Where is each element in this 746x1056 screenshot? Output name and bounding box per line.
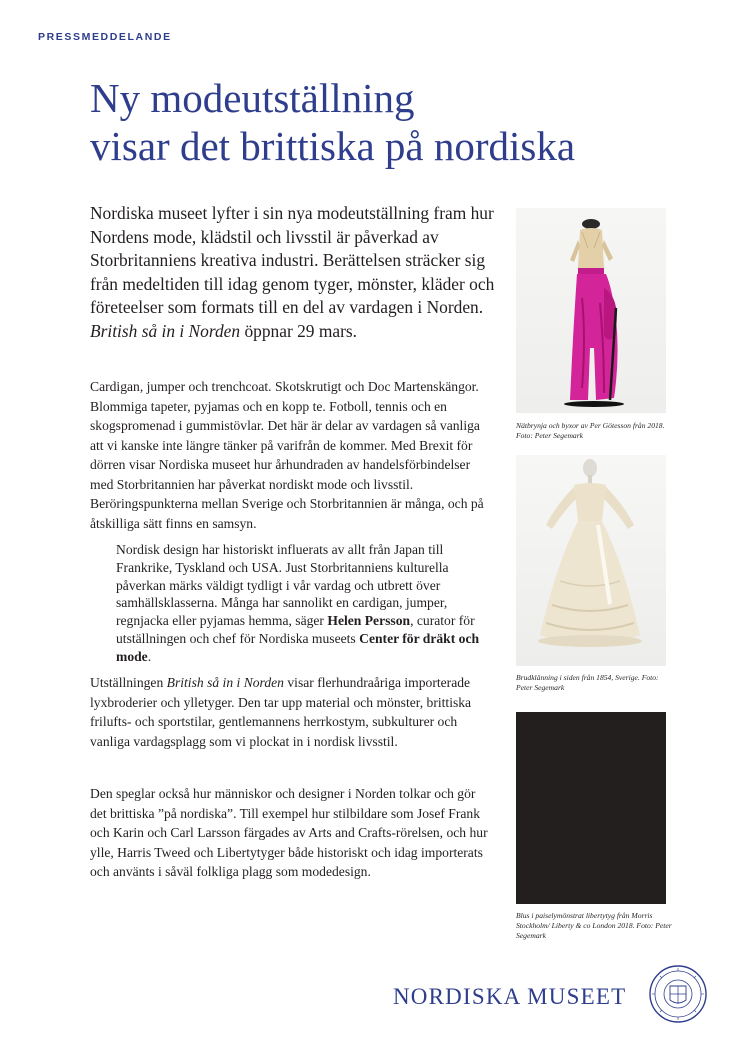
photo-wedding-dress (516, 455, 666, 666)
lead-text: Nordiska museet lyfter i sin nya modeutställning fram hur Nordens mode, klädstil och livsstil är påverkad av Storbritanniens kreativa industri. Berättelsen sträcker sig från medeltiden till idag genom tyger, mönster, kläder och företeelser som formats till en del av vardagen i Norden. (90, 203, 495, 317)
lead-opening: öppnar 29 mars. (240, 320, 357, 341)
body-paragraph-1: Cardigan, jumper och trenchcoat. Skotskrutigt och Doc Martenskängor. Blommiga tapeter, pyjamas och en kopp te. Fotboll, tennis och en skogspromenad i gummistövlar. Det här är delar av vardagen så vanliga att vi kanske inte längre tänker på varifrån de kommer. Med Brexit för dörren visar Nordiska museet hur århundraden av handelsförbindelser med Storbritannien har påverkat nordiskt mode och livsstil. Beröringspunkterna mellan Sverige och Storbritannien är många, och på åtskilliga sätt finns en samsyn. (90, 379, 484, 531)
kicker-label: PRESSMEDDELANDE (38, 31, 172, 43)
p2-before: Utställningen (90, 675, 167, 690)
p2-after: visar flerhundraåriga importerade lyxbroderier och ylletyger. Den tar upp material och mönster, brittiska frilufts- och sportstilar, gentlemannens herrkostym, subkulturer och vanliga vardagsplagg som vi plockat in i nordisk livsstil. (90, 675, 472, 749)
quote-department: Center för dräkt och mode (116, 630, 480, 664)
headline-line-2: visar det brittiska på nordiska (90, 123, 576, 169)
museum-seal-icon (648, 964, 708, 1024)
p2-exhibition-title: British så in i Norden (166, 675, 284, 690)
lead-exhibition-title: British så in i Norden (90, 320, 241, 341)
photo-liberty-blouse (516, 712, 666, 904)
caption-photo-3: Blus i paiselymönstrat libertytyg från Morris Stockholm/ Liberty & co London 2018. Foto: Peter Segemark (516, 911, 672, 941)
quote-role: , curator för utställningen och chef för Nordiska museets (116, 613, 475, 646)
quote-end: . (147, 648, 152, 664)
headline-line-1: Ny modeutställning (90, 75, 415, 121)
caption-photo-1: Nätbrynja och byxor av Per Götesson från 2018. Foto: Peter Segemark (516, 421, 665, 441)
wedding-dress-illustration (516, 455, 666, 666)
museum-wordmark: NORDISKA MUSEET (393, 984, 627, 1009)
headline (90, 74, 690, 170)
photo-pink-outfit (516, 208, 666, 413)
quote-person-name: Helen Persson (327, 613, 411, 629)
body-paragraph-3: Den speglar också hur människor och designer i Norden tolkar och gör det brittiska ”på nordiska”. Till exempel hur stilbildare som Josef Frank och Karin och Carl Larsson färgades av Arts and Crafts-rörelsen, och hur ylle, Harris Tweed och Libertytyger både historiskt och idag importerats och använts i såväl folkliga plagg som modedesign. (90, 786, 488, 879)
pink-outfit-illustration (516, 208, 666, 413)
lead-paragraph (90, 202, 495, 343)
quote-paragraph (116, 541, 486, 666)
body-paragraph-2 (90, 673, 490, 751)
caption-photo-2: Brudklänning i siden från 1854, Sverige. Foto: Peter Segemark (516, 673, 659, 693)
quote-text: Nordisk design har historiskt influerats av allt från Japan till Frankrike, Tyskland och USA. Just Storbritanniens kulturella påverkan märks väldigt tydligt i vår vardag och utbrett över samhällsklasserna. Många har sannolikt en cardigan, jumper, regnjacka eller pyjamas hemma, säger (116, 542, 449, 629)
